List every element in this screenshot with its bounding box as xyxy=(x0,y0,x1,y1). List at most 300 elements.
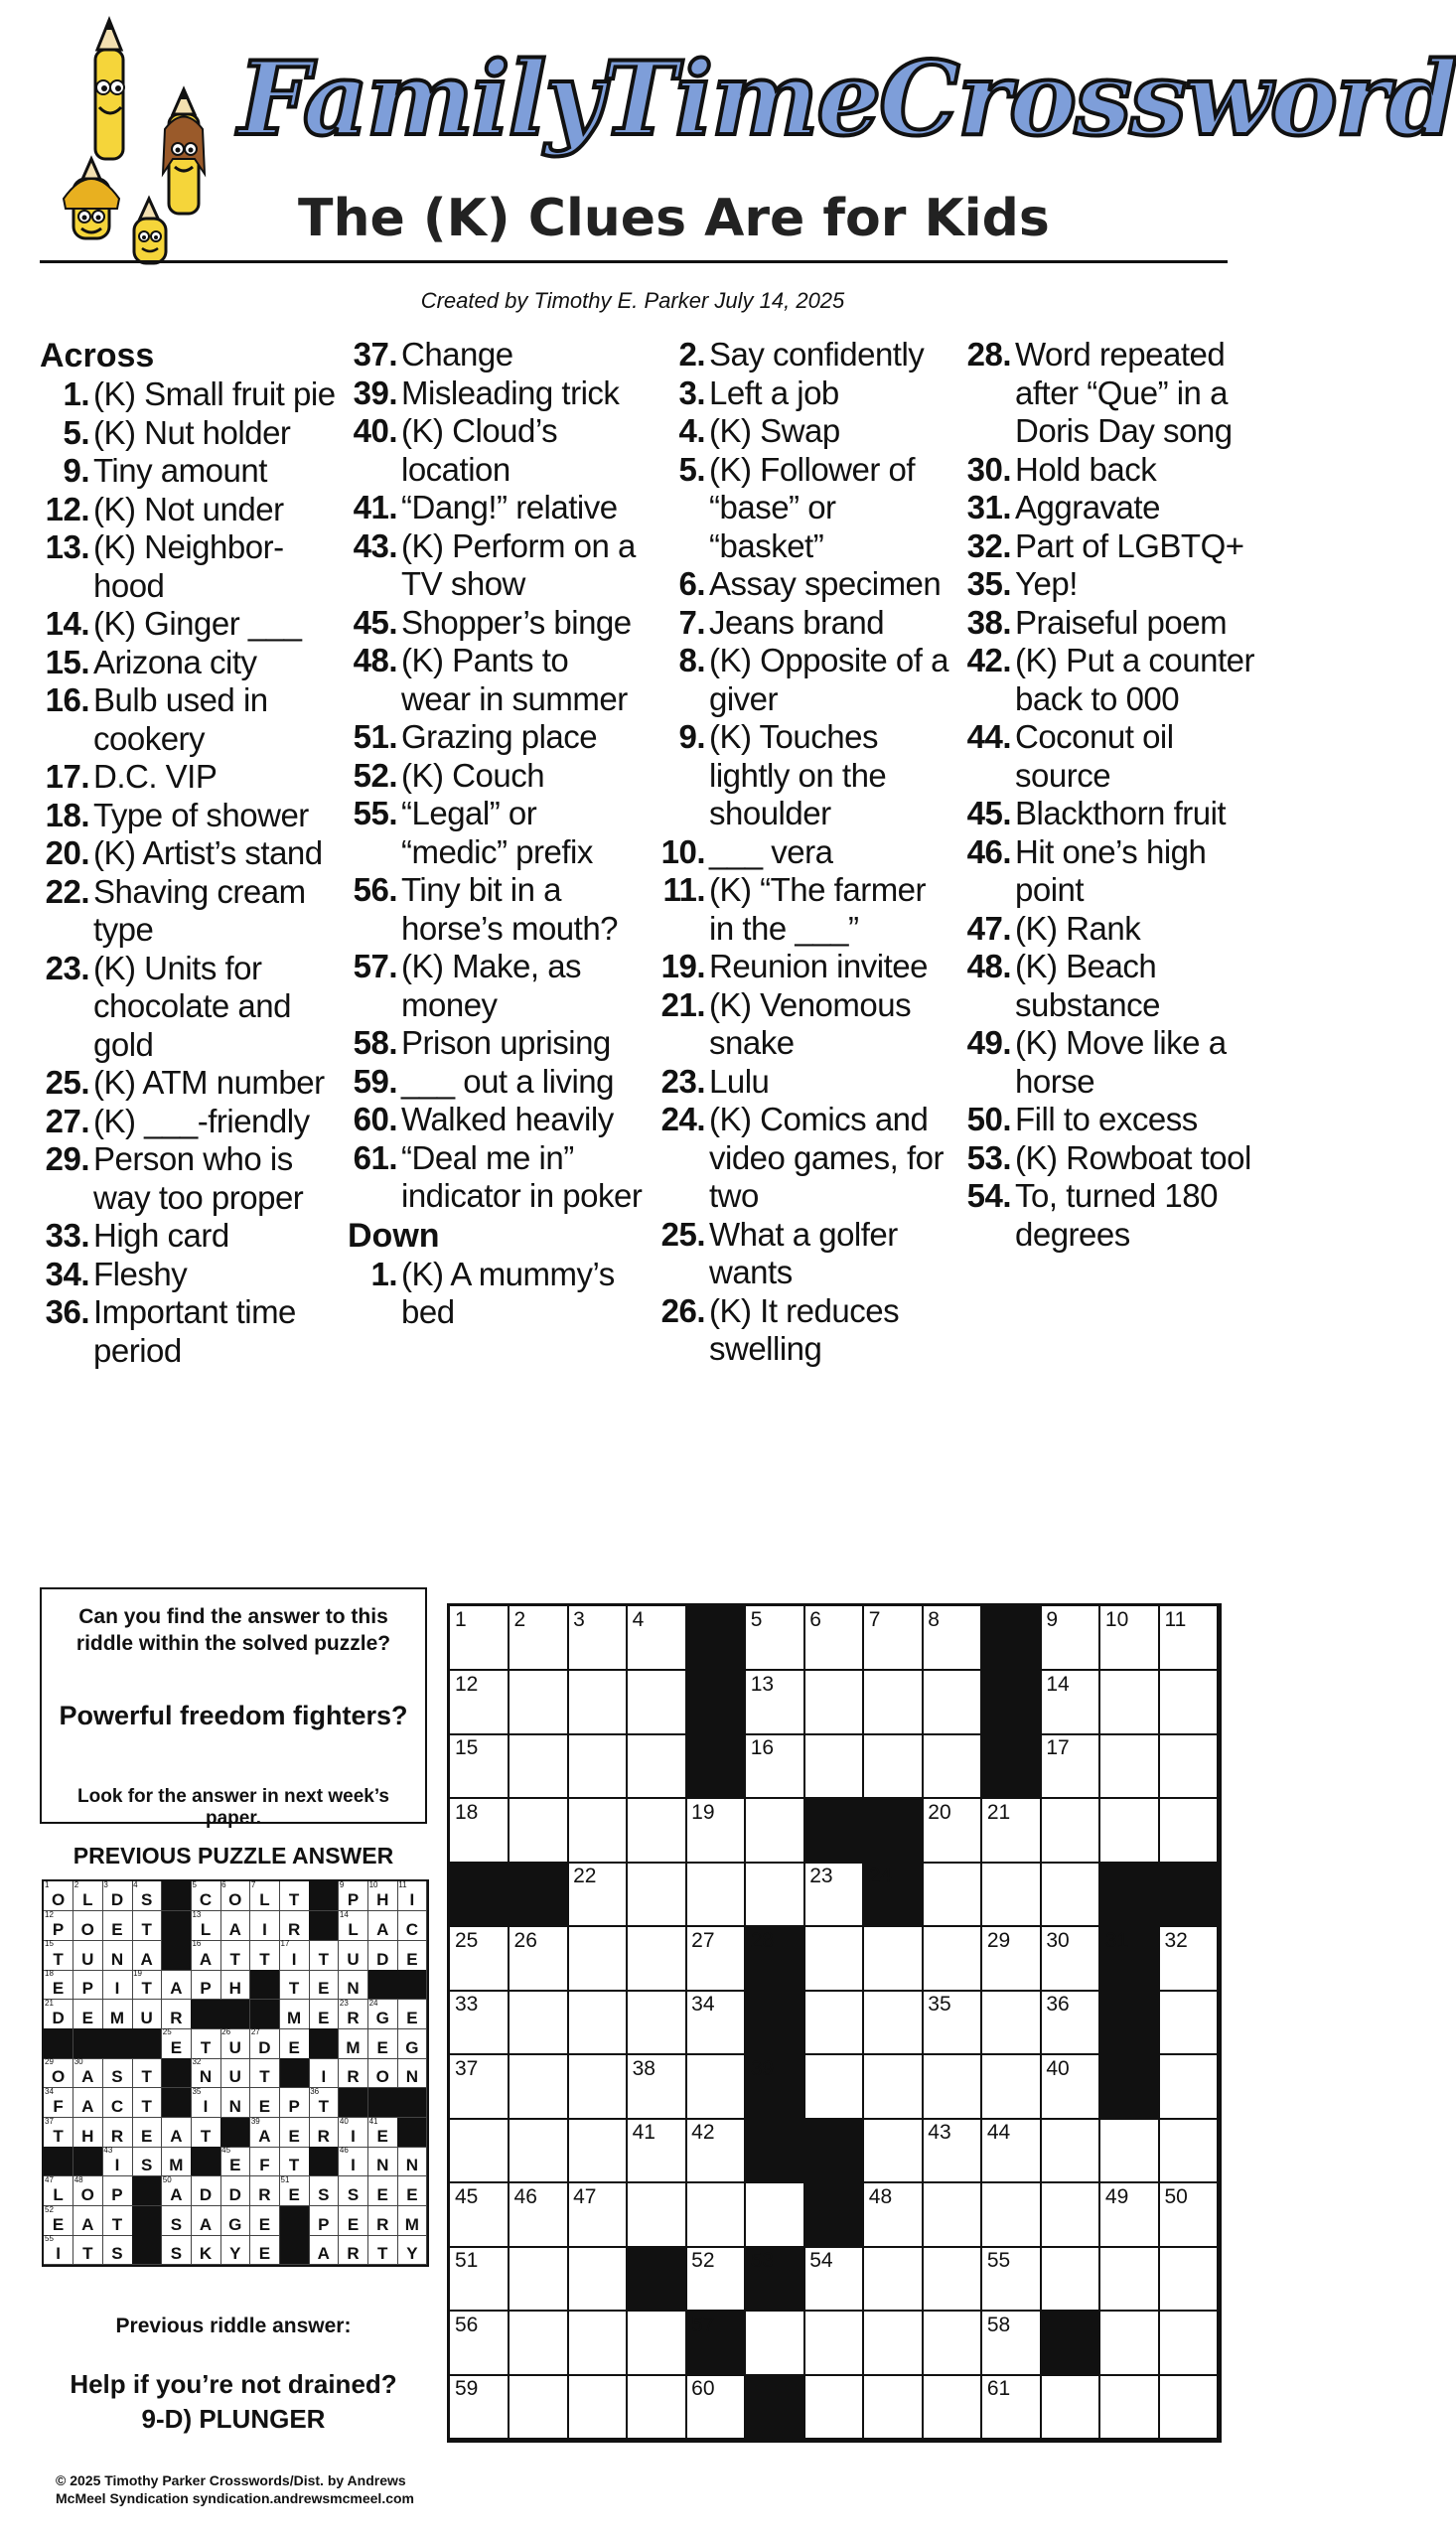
grid-cell[interactable] xyxy=(568,1671,628,1735)
black-square xyxy=(1100,2055,1160,2120)
grid-cell[interactable] xyxy=(746,1734,805,1799)
grid-cell[interactable] xyxy=(1159,1991,1219,2055)
previous-cell-number: 13 xyxy=(192,1909,202,1919)
cell-number: 22 xyxy=(573,1865,597,1888)
grid-cell[interactable] xyxy=(568,2055,628,2120)
grid-cell[interactable] xyxy=(1041,2055,1100,2120)
previous-grid-cell xyxy=(339,1881,368,1911)
grid-cell[interactable] xyxy=(1159,1671,1219,1735)
previous-grid-cell xyxy=(44,2088,73,2118)
grid-cell[interactable] xyxy=(864,2119,924,2183)
grid-cell[interactable] xyxy=(510,1927,569,1992)
across-clue xyxy=(348,336,646,374)
previous-cell-letter: I xyxy=(409,1890,415,1910)
grid-cell[interactable] xyxy=(510,2119,569,2183)
grid-cell[interactable] xyxy=(864,2183,924,2248)
clue-text: (K) “The farmer in the ___” xyxy=(709,871,927,947)
clue-number: 27. xyxy=(45,1102,89,1139)
previous-cell-letter: H xyxy=(81,2126,94,2146)
grid-cell[interactable] xyxy=(510,2055,569,2120)
grid-cell[interactable] xyxy=(450,1606,510,1671)
grid-cell[interactable] xyxy=(982,2183,1042,2248)
clue-number: 6. xyxy=(678,565,705,602)
previous-cell-letter: O xyxy=(51,1890,66,1910)
grid-cell[interactable] xyxy=(510,2312,569,2376)
cell-number: 40 xyxy=(1046,2056,1070,2080)
grid-cell[interactable] xyxy=(804,1991,864,2055)
grid-cell[interactable] xyxy=(568,2119,628,2183)
grid-cell[interactable] xyxy=(804,1927,864,1992)
grid-cell[interactable] xyxy=(1041,2183,1100,2248)
grid-cell[interactable] xyxy=(686,1927,746,1992)
grid-cell[interactable] xyxy=(1159,2183,1219,2248)
grid-cell[interactable] xyxy=(746,2312,805,2376)
grid-cell[interactable] xyxy=(923,2119,982,2183)
previous-cell-letter: T xyxy=(259,1949,270,1969)
previous-grid-cell xyxy=(132,2147,162,2176)
cell-number: 34 xyxy=(691,1993,715,2017)
grid-cell[interactable] xyxy=(450,1799,510,1864)
previous-black-square xyxy=(368,1970,398,2000)
grid-cell[interactable] xyxy=(982,2312,1042,2376)
down-clue xyxy=(655,948,953,986)
clue-number: 18. xyxy=(45,796,89,833)
clue-number: 41. xyxy=(353,489,397,525)
clue-text: Tiny bit in a horse’s mouth? xyxy=(401,871,619,947)
across-clue xyxy=(40,528,338,605)
grid-cell[interactable] xyxy=(804,1863,864,1927)
across-clue xyxy=(348,412,646,489)
grid-cell[interactable] xyxy=(628,1671,687,1735)
grid-cell[interactable] xyxy=(1100,2247,1160,2312)
previous-cell-letter: N xyxy=(405,2067,419,2087)
grid-cell[interactable] xyxy=(450,2183,510,2248)
clue-number: 35. xyxy=(966,565,1011,602)
grid-cell[interactable] xyxy=(864,1606,924,1671)
grid-cell[interactable] xyxy=(510,1799,569,1864)
grid-cell[interactable] xyxy=(568,1799,628,1864)
grid-cell[interactable] xyxy=(510,2183,569,2248)
grid-cell[interactable] xyxy=(1159,1734,1219,1799)
black-square xyxy=(864,1863,924,1927)
grid-cell[interactable] xyxy=(1041,1863,1100,1927)
grid-cell[interactable] xyxy=(628,1606,687,1671)
grid-cell[interactable] xyxy=(746,2183,805,2248)
grid-cell[interactable] xyxy=(450,1927,510,1992)
down-clue xyxy=(961,489,1259,527)
grid-cell[interactable] xyxy=(686,2247,746,2312)
grid-cell[interactable] xyxy=(1100,1734,1160,1799)
previous-cell-letter: A xyxy=(170,2185,183,2205)
grid-cell[interactable] xyxy=(923,1927,982,1992)
previous-cell-letter: D xyxy=(258,2037,271,2057)
clue-text: Aggravate xyxy=(1015,489,1160,525)
grid-cell[interactable] xyxy=(1100,2119,1160,2183)
previous-grid-cell xyxy=(368,1940,398,1970)
previous-grid-cell xyxy=(368,2058,398,2088)
grid-cell[interactable] xyxy=(746,1671,805,1735)
across-clue xyxy=(40,1217,338,1256)
previous-cell-letter: S xyxy=(170,2244,183,2264)
previous-cell-letter: E xyxy=(52,1979,65,1999)
across-clue xyxy=(348,795,646,871)
previous-cell-letter: A xyxy=(170,2126,183,2146)
grid-cell[interactable] xyxy=(864,2055,924,2120)
previous-grid-cell xyxy=(191,2088,220,2118)
clue-number: 13. xyxy=(45,528,89,565)
grid-cell[interactable] xyxy=(1159,2312,1219,2376)
previous-cell-number: 35 xyxy=(192,2086,202,2096)
previous-black-square xyxy=(44,2028,73,2058)
grid-cell[interactable] xyxy=(628,1991,687,2055)
header-divider xyxy=(40,260,1228,263)
previous-grid-cell xyxy=(191,2176,220,2206)
grid-cell[interactable] xyxy=(450,2375,510,2440)
clue-text: Fleshy xyxy=(93,1255,188,1292)
previous-cell-number: 1 xyxy=(45,1880,50,1889)
clue-number: 9. xyxy=(63,452,89,489)
clue-text: What a golfer wants xyxy=(709,1215,898,1290)
previous-grid-cell xyxy=(132,2118,162,2148)
across-clue xyxy=(40,873,338,950)
down-clue xyxy=(655,336,953,374)
cell-number: 45 xyxy=(455,2184,479,2208)
cell-number: 36 xyxy=(1046,1993,1070,2017)
grid-cell[interactable] xyxy=(923,1734,982,1799)
grid-cell[interactable] xyxy=(1041,1606,1100,1671)
previous-grid-cell xyxy=(73,1911,103,1941)
grid-cell[interactable] xyxy=(568,2312,628,2376)
grid-cell[interactable] xyxy=(1041,2247,1100,2312)
grid-cell[interactable] xyxy=(864,1734,924,1799)
clue-number: 16. xyxy=(45,681,89,718)
grid-cell[interactable] xyxy=(1041,1927,1100,1992)
grid-cell[interactable] xyxy=(510,2375,569,2440)
grid-cell[interactable] xyxy=(746,1606,805,1671)
grid-cell[interactable] xyxy=(982,1863,1042,1927)
grid-cell[interactable] xyxy=(982,1799,1042,1864)
previous-black-square xyxy=(162,2088,192,2118)
clue-number: 42. xyxy=(966,642,1011,678)
grid-cell[interactable] xyxy=(686,2375,746,2440)
grid-cell[interactable] xyxy=(804,1734,864,1799)
previous-black-square xyxy=(132,2176,162,2206)
grid-cell[interactable] xyxy=(923,2247,982,2312)
grid-cell[interactable] xyxy=(568,1734,628,1799)
cell-number: 59 xyxy=(455,2377,479,2401)
clue-number: 57. xyxy=(353,948,397,984)
down-heading: Down xyxy=(348,1216,440,1255)
cell-number: 35 xyxy=(928,1993,951,2017)
previous-grid-cell xyxy=(162,2206,192,2236)
previous-cell-letter: O xyxy=(80,2185,94,2205)
previous-cell-number: 17 xyxy=(280,1939,290,1949)
previous-grid-cell xyxy=(162,2028,192,2058)
clue-text: Left a job xyxy=(709,374,839,411)
grid-cell[interactable] xyxy=(864,2247,924,2312)
clue-number: 46. xyxy=(966,832,1011,870)
cell-number: 28 xyxy=(750,1928,775,1952)
clue-number: 31. xyxy=(966,489,1011,525)
previous-cell-letter: S xyxy=(111,2244,123,2264)
grid-cell[interactable] xyxy=(982,2055,1042,2120)
grid-cell[interactable] xyxy=(1100,1671,1160,1735)
grid-cell[interactable] xyxy=(923,2312,982,2376)
grid-cell[interactable] xyxy=(982,2247,1042,2312)
grid-cell[interactable] xyxy=(1159,2375,1219,2440)
grid-cell[interactable] xyxy=(923,2375,982,2440)
cell-number: 14 xyxy=(1046,1672,1070,1696)
grid-cell[interactable] xyxy=(864,2312,924,2376)
grid-cell[interactable] xyxy=(450,2247,510,2312)
grid-cell[interactable] xyxy=(450,1671,510,1735)
grid-cell[interactable] xyxy=(804,1671,864,1735)
grid-cell[interactable] xyxy=(1041,2375,1100,2440)
clue-text: (K) Not under xyxy=(93,490,284,527)
grid-cell[interactable] xyxy=(1041,1991,1100,2055)
grid-cell[interactable] xyxy=(804,2375,864,2440)
previous-cell-number: 30 xyxy=(73,2057,83,2067)
black-square xyxy=(628,2247,687,2312)
black-square xyxy=(746,1927,805,1992)
previous-cell-letter: E xyxy=(406,2008,418,2027)
grid-cell[interactable] xyxy=(1159,1927,1219,1992)
down-clue xyxy=(961,336,1259,451)
previous-cell-letter: A xyxy=(81,2097,94,2117)
clue-number: 49. xyxy=(966,1024,1011,1061)
grid-cell[interactable] xyxy=(450,2055,510,2120)
grid-cell[interactable] xyxy=(1159,1606,1219,1671)
down-clue xyxy=(961,910,1259,949)
previous-cell-number: 34 xyxy=(45,2086,54,2096)
grid-cell[interactable] xyxy=(510,1991,569,2055)
grid-cell[interactable] xyxy=(628,1799,687,1864)
clue-number: 45. xyxy=(353,603,397,641)
clue-number: 22. xyxy=(45,872,89,910)
grid-cell[interactable] xyxy=(450,2312,510,2376)
grid-cell[interactable] xyxy=(628,1734,687,1799)
previous-grid-cell xyxy=(250,1881,280,1911)
grid-cell[interactable] xyxy=(923,2055,982,2120)
grid-cell[interactable] xyxy=(628,2055,687,2120)
grid-cell[interactable] xyxy=(510,2247,569,2312)
grid-cell[interactable] xyxy=(1100,2375,1160,2440)
previous-cell-letter: T xyxy=(111,2214,123,2234)
grid-cell[interactable] xyxy=(450,2119,510,2183)
previous-cell-letter: A xyxy=(81,2214,94,2234)
grid-cell[interactable] xyxy=(1041,1671,1100,1735)
grid-cell[interactable] xyxy=(628,2183,687,2248)
clue-text: Shopper’s binge xyxy=(401,603,632,641)
previous-puzzle-title: PREVIOUS PUZZLE ANSWER xyxy=(73,1843,394,1868)
cell-number: 17 xyxy=(1046,1736,1070,1760)
grid-cell[interactable] xyxy=(982,1927,1042,1992)
clue-text: (K) Follower of “base” or “basket” xyxy=(709,450,916,564)
grid-cell[interactable] xyxy=(568,2375,628,2440)
grid-cell[interactable] xyxy=(450,1734,510,1799)
previous-grid-cell xyxy=(191,2206,220,2236)
grid-cell[interactable] xyxy=(568,1863,628,1927)
grid-cell[interactable] xyxy=(804,2312,864,2376)
grid-cell[interactable] xyxy=(568,1606,628,1671)
grid-cell[interactable] xyxy=(982,2375,1042,2440)
grid-cell[interactable] xyxy=(568,1991,628,2055)
grid-cell[interactable] xyxy=(686,2119,746,2183)
grid-cell[interactable] xyxy=(568,2183,628,2248)
previous-grid-cell xyxy=(397,1911,427,1941)
previous-black-square xyxy=(250,1970,280,2000)
grid-cell[interactable] xyxy=(628,1927,687,1992)
grid-cell[interactable] xyxy=(450,1991,510,2055)
clue-text: (K) Artist’s stand xyxy=(93,834,323,871)
previous-black-square xyxy=(309,2147,339,2176)
grid-cell[interactable] xyxy=(1100,2183,1160,2248)
grid-cell[interactable] xyxy=(510,1606,569,1671)
grid-cell[interactable] xyxy=(923,1671,982,1735)
previous-cell-letter: L xyxy=(200,1919,212,1939)
previous-cell-letter: U xyxy=(81,1949,94,1969)
grid-cell[interactable] xyxy=(746,1799,805,1864)
previous-cell-letter: E xyxy=(347,2214,360,2234)
grid-cell[interactable] xyxy=(1100,1606,1160,1671)
previous-grid-cell xyxy=(132,2088,162,2118)
grid-cell[interactable] xyxy=(864,1991,924,2055)
clue-text: Tiny amount xyxy=(93,452,267,489)
previous-black-square xyxy=(309,1881,339,1911)
previous-grid-cell xyxy=(73,2058,103,2088)
previous-grid-cell xyxy=(220,2088,250,2118)
clue-number: 5. xyxy=(63,413,89,451)
grid-cell[interactable] xyxy=(982,1991,1042,2055)
clue-text: Important time period xyxy=(93,1293,296,1369)
previous-cell-letter: E xyxy=(258,2244,271,2264)
previous-grid-cell xyxy=(73,2235,103,2265)
grid-cell[interactable] xyxy=(510,1671,569,1735)
black-square xyxy=(746,2247,805,2312)
grid-cell[interactable] xyxy=(804,2055,864,2120)
previous-cell-letter: T xyxy=(200,2037,212,2057)
grid-cell[interactable] xyxy=(804,1606,864,1671)
previous-black-square xyxy=(132,2206,162,2236)
previous-cell-letter: E xyxy=(140,2126,153,2146)
previous-grid-cell xyxy=(339,1911,368,1941)
grid-cell[interactable] xyxy=(628,2119,687,2183)
previous-grid-cell xyxy=(162,2176,192,2206)
previous-cell-letter: A xyxy=(228,1919,241,1939)
grid-cell[interactable] xyxy=(923,1991,982,2055)
previous-grid-cell xyxy=(132,1881,162,1911)
black-square xyxy=(982,1671,1042,1735)
grid-cell[interactable] xyxy=(510,1734,569,1799)
cell-number: 6 xyxy=(809,1608,821,1631)
previous-black-square xyxy=(73,2028,103,2058)
grid-cell[interactable] xyxy=(686,1799,746,1864)
clue-text: (K) Cloud’s location xyxy=(401,412,558,488)
grid-cell[interactable] xyxy=(628,2375,687,2440)
grid-cell[interactable] xyxy=(686,2055,746,2120)
cell-number: 58 xyxy=(986,2313,1011,2336)
grid-cell[interactable] xyxy=(1159,1799,1219,1864)
previous-cell-letter: T xyxy=(318,2097,329,2117)
grid-cell[interactable] xyxy=(1041,1734,1100,1799)
previous-grid-cell xyxy=(280,2028,310,2058)
previous-grid-cell xyxy=(191,1940,220,1970)
cell-number: 30 xyxy=(1046,1928,1070,1952)
grid-cell[interactable] xyxy=(1041,1799,1100,1864)
grid-cell[interactable] xyxy=(1159,2247,1219,2312)
grid-cell[interactable] xyxy=(923,2183,982,2248)
black-square xyxy=(1041,2312,1100,2376)
previous-cell-letter: E xyxy=(288,2185,300,2205)
previous-cell-letter: T xyxy=(141,2067,152,2087)
grid-cell[interactable] xyxy=(568,1927,628,1992)
previous-cell-letter: S xyxy=(111,2067,123,2087)
down-clue xyxy=(655,986,953,1063)
previous-grid-cell xyxy=(280,2176,310,2206)
grid-cell[interactable] xyxy=(804,2247,864,2312)
previous-cell-number: 21 xyxy=(45,1998,54,2008)
previous-black-square xyxy=(280,2206,310,2236)
previous-black-square xyxy=(339,2088,368,2118)
previous-cell-number: 9 xyxy=(339,1880,345,1889)
previous-cell-letter: E xyxy=(288,2126,300,2146)
across-clue xyxy=(40,644,338,682)
black-square xyxy=(686,1734,746,1799)
grid-cell[interactable] xyxy=(1100,1799,1160,1864)
grid-cell[interactable] xyxy=(864,1927,924,1992)
grid-cell[interactable] xyxy=(686,1863,746,1927)
grid-cell[interactable] xyxy=(686,2183,746,2248)
grid-cell[interactable] xyxy=(1159,2055,1219,2120)
grid-cell[interactable] xyxy=(1041,2119,1100,2183)
clue-text: Jeans brand xyxy=(709,603,885,641)
previous-grid-cell xyxy=(220,1881,250,1911)
previous-cell-letter: P xyxy=(347,1890,360,1910)
previous-cell-letter: O xyxy=(228,1890,242,1910)
grid-cell[interactable] xyxy=(864,1671,924,1735)
grid-cell[interactable] xyxy=(628,1863,687,1927)
previous-cell-letter: F xyxy=(53,2097,64,2117)
grid-cell[interactable] xyxy=(1159,2119,1219,2183)
previous-cell-number: 37 xyxy=(45,2116,54,2126)
grid-cell[interactable] xyxy=(923,1863,982,1927)
previous-cell-letter: N xyxy=(110,1949,124,1969)
grid-cell[interactable] xyxy=(1100,2312,1160,2376)
grid-cell[interactable] xyxy=(686,1991,746,2055)
grid-cell[interactable] xyxy=(568,2247,628,2312)
previous-cell-letter: D xyxy=(110,1890,124,1910)
grid-cell[interactable] xyxy=(746,1863,805,1927)
grid-cell[interactable] xyxy=(923,1606,982,1671)
previous-grid-cell xyxy=(102,2235,132,2265)
clue-column-3 xyxy=(655,336,953,1369)
previous-grid-cell xyxy=(44,2118,73,2148)
grid-cell[interactable] xyxy=(923,1799,982,1864)
clue-number: 37. xyxy=(353,336,397,373)
previous-grid-cell xyxy=(309,2088,339,2118)
clue-text: (K) Rank xyxy=(1015,909,1141,947)
previous-grid-cell xyxy=(397,2000,427,2029)
grid-cell[interactable] xyxy=(628,2312,687,2376)
grid-cell[interactable] xyxy=(864,2375,924,2440)
previous-grid-cell xyxy=(191,2118,220,2148)
previous-grid-cell xyxy=(102,1970,132,2000)
previous-cell-number: 29 xyxy=(45,2057,54,2067)
clue-number: 2. xyxy=(678,336,705,373)
previous-cell-letter: R xyxy=(170,2008,183,2027)
grid-cell[interactable] xyxy=(982,2119,1042,2183)
cell-number: 38 xyxy=(632,2056,655,2080)
